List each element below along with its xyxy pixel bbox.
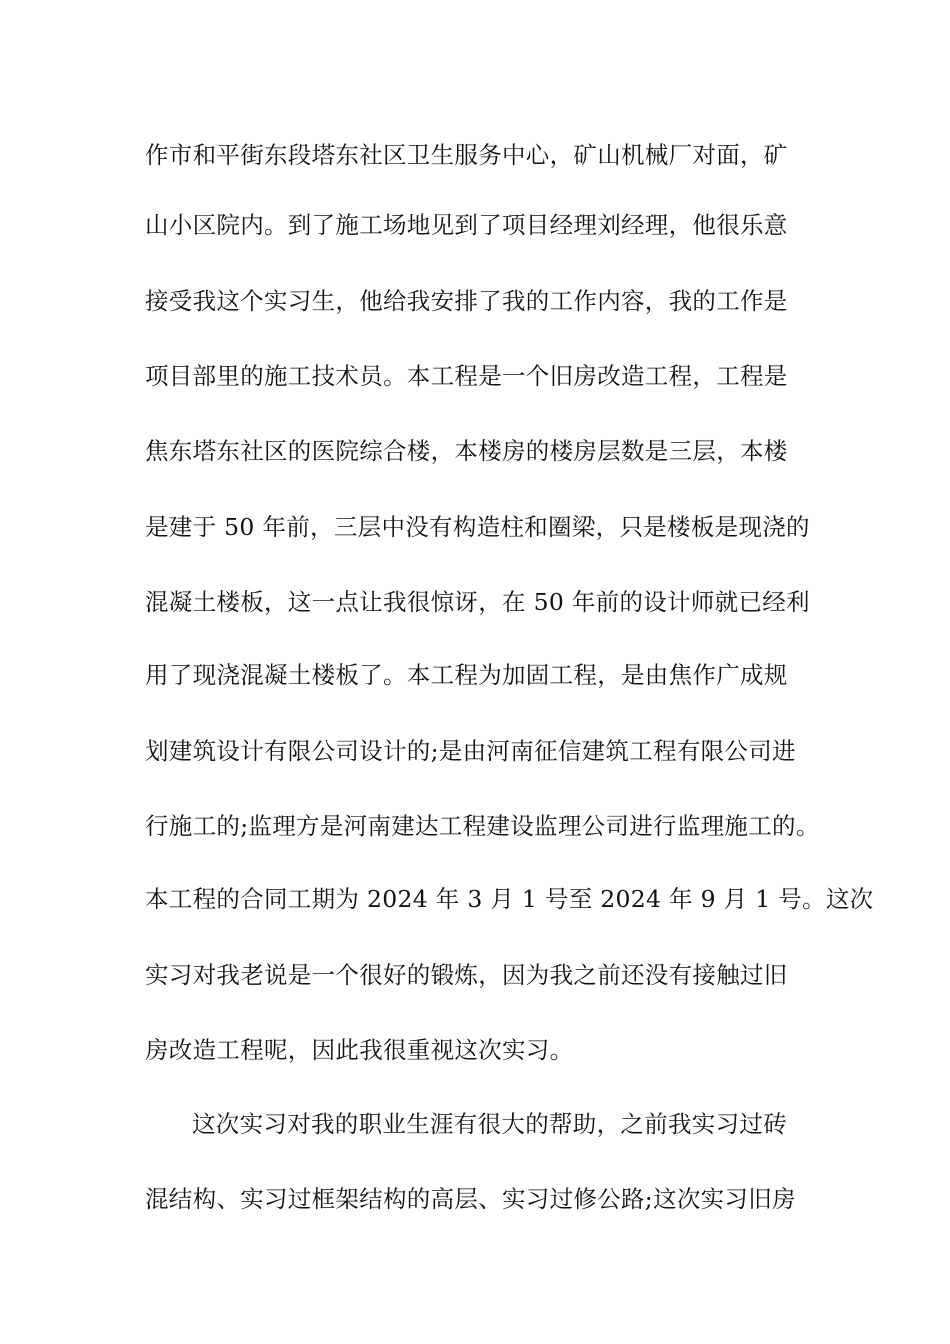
paragraph-line: 混凝土楼板，这一点让我很惊讶，在 50 年前的设计师就已经利 xyxy=(145,588,810,616)
paragraph-line: 本工程的合同工期为 2024 年 3 月 1 号至 2024 年 9 月 1 号。这次 xyxy=(145,885,874,913)
paragraph-line: 这次实习对我的职业生涯有很大的帮助，之前我实习过砖 xyxy=(192,1110,787,1138)
paragraph-line: 实习对我老说是一个很好的锻炼，因为我之前还没有接触过旧 xyxy=(145,961,788,989)
paragraph-line: 用了现浇混凝土楼板了。本工程为加固工程，是由焦作广成规 xyxy=(145,661,788,689)
paragraph-line: 房改造工程呢，因此我很重视这次实习。 xyxy=(145,1036,574,1064)
paragraph-line: 项目部里的施工技术员。本工程是一个旧房改造工程，工程是 xyxy=(145,362,788,390)
paragraph-line: 接受我这个实习生，他给我安排了我的工作内容，我的工作是 xyxy=(145,287,788,315)
paragraph-line: 是建于 50 年前，三层中没有构造柱和圈梁，只是楼板是现浇的 xyxy=(145,513,810,541)
paragraph-line: 作市和平街东段塔东社区卫生服务中心，矿山机械厂对面，矿 xyxy=(145,141,788,169)
paragraph-line: 焦东塔东社区的医院综合楼，本楼房的楼房层数是三层，本楼 xyxy=(145,437,788,465)
paragraph-line: 行施工的;监理方是河南建达工程建设监理公司进行监理施工的。 xyxy=(145,812,820,840)
paragraph-line: 山小区院内。到了施工场地见到了项目经理刘经理，他很乐意 xyxy=(145,211,788,239)
paragraph-line: 划建筑设计有限公司设计的;是由河南征信建筑工程有限公司进 xyxy=(145,737,796,765)
paragraph-line: 混结构、实习过框架结构的高层、实习过修公路;这次实习旧房 xyxy=(145,1185,796,1213)
